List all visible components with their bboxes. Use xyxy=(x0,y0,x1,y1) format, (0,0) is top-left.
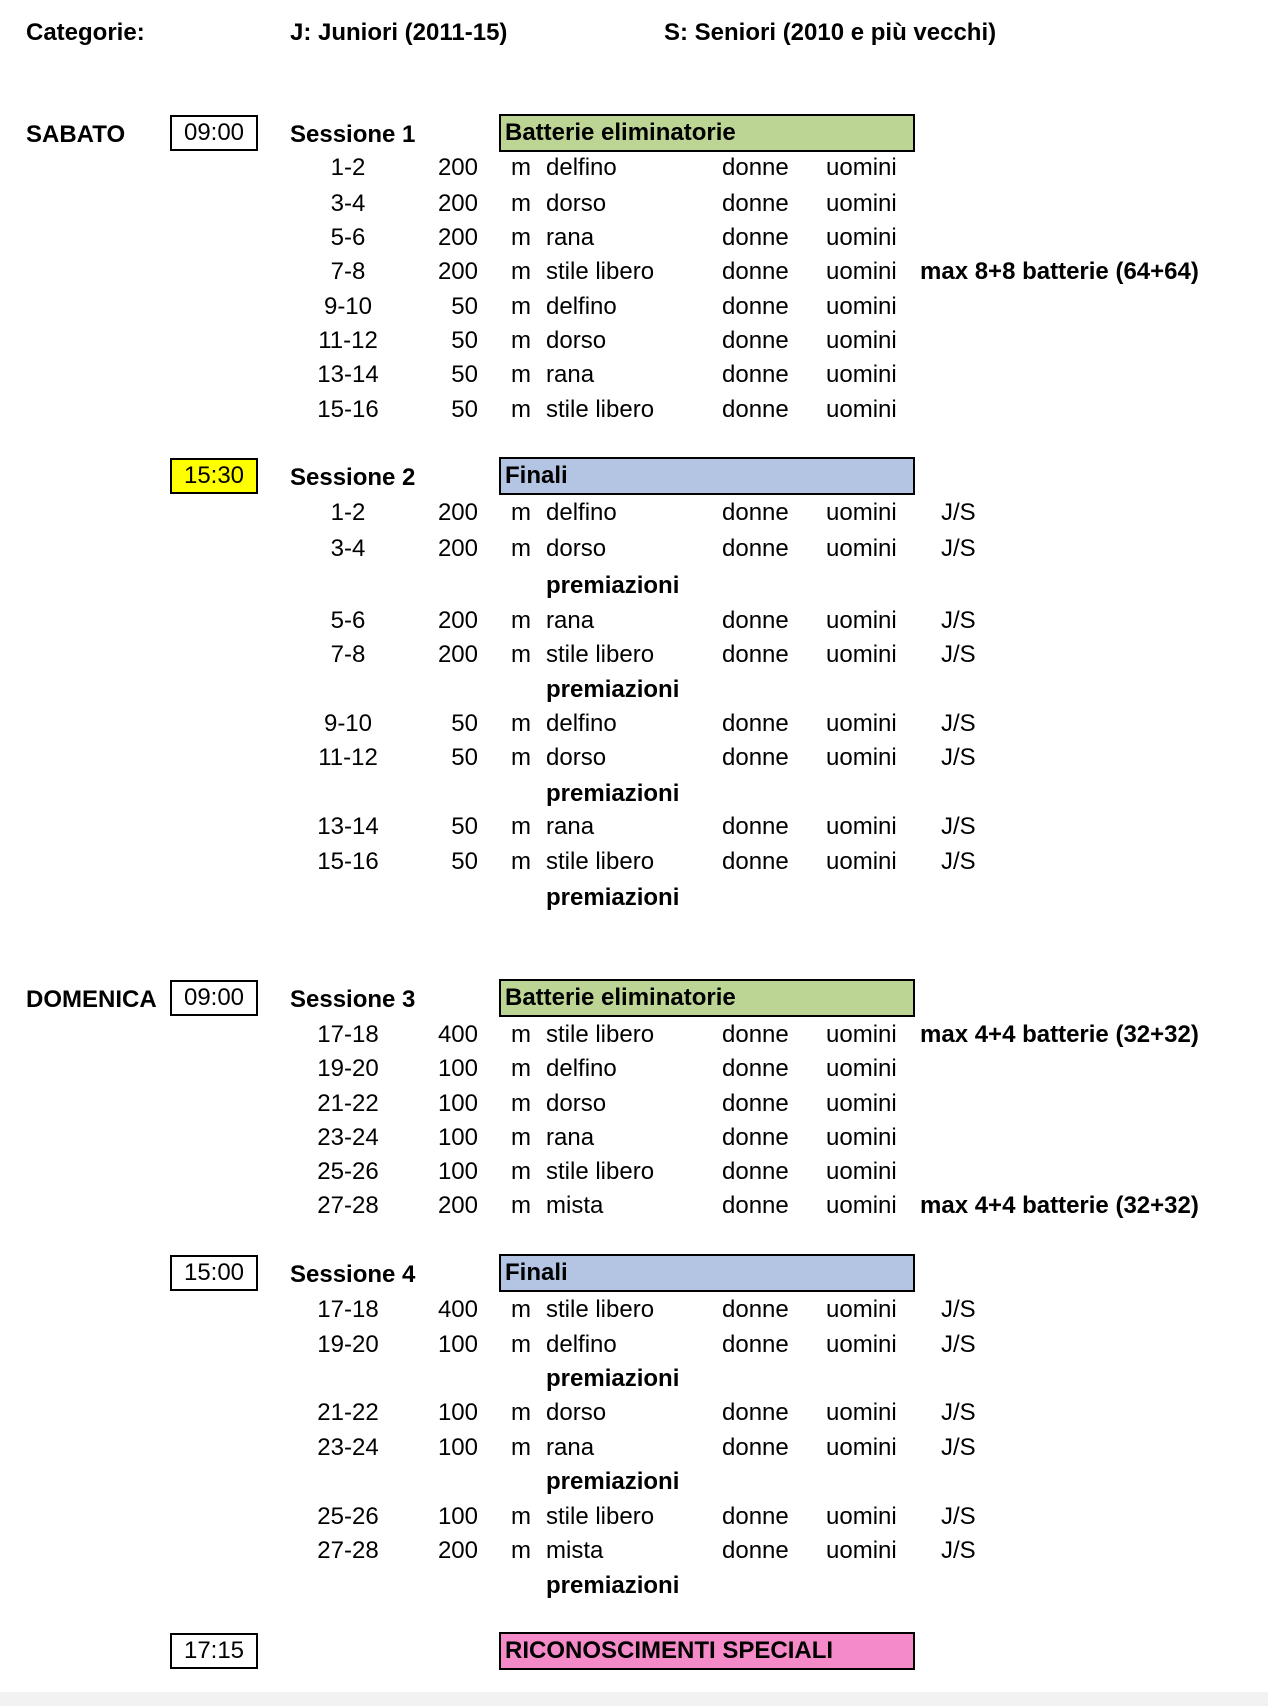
event-distance: 50 xyxy=(451,848,478,875)
event-men: uomini xyxy=(826,710,897,737)
event-category: J/S xyxy=(941,1537,976,1564)
event-unit: m xyxy=(511,1537,531,1564)
event-number: 3-4 xyxy=(330,190,366,217)
event-men: uomini xyxy=(826,1192,897,1219)
event-women: donne xyxy=(722,190,789,217)
event-distance: 100 xyxy=(437,1434,478,1461)
event-men: uomini xyxy=(826,1090,897,1117)
event-stroke: stile libero xyxy=(546,396,655,423)
event-men: uomini xyxy=(826,361,897,388)
event-category: J/S xyxy=(941,1296,976,1323)
event-number: 7-8 xyxy=(330,641,366,668)
event-stroke: stile libero xyxy=(546,1021,655,1048)
awards-label: premiazioni xyxy=(546,780,680,807)
event-distance: 200 xyxy=(437,1537,478,1564)
event-stroke: dorso xyxy=(546,535,607,562)
session2-time: 15:30 xyxy=(170,458,258,494)
event-unit: m xyxy=(511,293,531,320)
event-distance: 50 xyxy=(451,361,478,388)
session1-banner: Batterie eliminatorie xyxy=(499,114,915,152)
event-men: uomini xyxy=(826,848,897,875)
event-stroke: rana xyxy=(546,361,595,388)
event-distance: 200 xyxy=(437,535,478,562)
event-number: 23-24 xyxy=(317,1124,379,1151)
event-category: J/S xyxy=(941,535,976,562)
event-unit: m xyxy=(511,535,531,562)
day-saturday: SABATO xyxy=(26,121,126,148)
event-number: 25-26 xyxy=(317,1158,379,1185)
special-banner: RICONOSCIMENTI SPECIALI xyxy=(499,1632,915,1670)
event-stroke: dorso xyxy=(546,1399,607,1426)
event-men: uomini xyxy=(826,1503,897,1530)
event-women: donne xyxy=(722,1331,789,1358)
event-women: donne xyxy=(722,154,789,181)
event-number: 9-10 xyxy=(323,710,373,737)
event-category: J/S xyxy=(941,499,976,526)
day-sunday: DOMENICA xyxy=(26,986,157,1013)
event-men: uomini xyxy=(826,258,897,285)
event-stroke: stile libero xyxy=(546,1503,655,1530)
event-stroke: dorso xyxy=(546,190,607,217)
awards-label: premiazioni xyxy=(546,1572,680,1599)
event-women: donne xyxy=(722,1158,789,1185)
event-stroke: delfino xyxy=(546,710,617,737)
category-juniori: J: Juniori (2011-15) xyxy=(290,19,508,46)
event-distance: 200 xyxy=(437,1192,478,1219)
event-women: donne xyxy=(722,1537,789,1564)
event-category: J/S xyxy=(941,641,976,668)
event-women: donne xyxy=(722,293,789,320)
event-women: donne xyxy=(722,1090,789,1117)
event-unit: m xyxy=(511,1192,531,1219)
event-number: 7-8 xyxy=(330,258,366,285)
event-note: max 8+8 batterie (64+64) xyxy=(920,258,1199,285)
category-seniori: S: Seniori (2010 e più vecchi) xyxy=(664,19,997,46)
event-women: donne xyxy=(722,1399,789,1426)
event-number: 13-14 xyxy=(317,813,379,840)
event-unit: m xyxy=(511,327,531,354)
event-stroke: delfino xyxy=(546,1055,617,1082)
event-number: 11-12 xyxy=(318,744,378,771)
event-stroke: delfino xyxy=(546,499,617,526)
awards-label: premiazioni xyxy=(546,1468,680,1495)
event-stroke: mista xyxy=(546,1192,604,1219)
event-unit: m xyxy=(511,499,531,526)
event-women: donne xyxy=(722,1124,789,1151)
event-note: max 4+4 batterie (32+32) xyxy=(920,1192,1199,1219)
event-category: J/S xyxy=(941,848,976,875)
event-number: 1-2 xyxy=(330,499,366,526)
event-stroke: rana xyxy=(546,813,595,840)
event-distance: 400 xyxy=(437,1021,478,1048)
page-bottom-band xyxy=(0,1692,1268,1706)
event-distance: 50 xyxy=(451,327,478,354)
event-number: 21-22 xyxy=(317,1399,379,1426)
event-unit: m xyxy=(511,224,531,251)
session2-title: Sessione 2 xyxy=(290,464,416,491)
event-number: 9-10 xyxy=(323,293,373,320)
event-number: 17-18 xyxy=(317,1296,379,1323)
session3-time: 09:00 xyxy=(170,980,258,1016)
event-women: donne xyxy=(722,848,789,875)
event-men: uomini xyxy=(826,396,897,423)
session4-banner: Finali xyxy=(499,1254,915,1292)
event-distance: 100 xyxy=(437,1399,478,1426)
event-men: uomini xyxy=(826,293,897,320)
session3-title: Sessione 3 xyxy=(290,986,416,1013)
event-number: 5-6 xyxy=(330,607,366,634)
event-men: uomini xyxy=(826,1158,897,1185)
event-distance: 100 xyxy=(437,1158,478,1185)
event-unit: m xyxy=(511,1331,531,1358)
categories-label: Categorie: xyxy=(26,19,145,46)
event-unit: m xyxy=(511,1021,531,1048)
special-time: 17:15 xyxy=(170,1633,258,1669)
event-distance: 100 xyxy=(437,1090,478,1117)
event-number: 19-20 xyxy=(317,1331,379,1358)
event-women: donne xyxy=(722,1055,789,1082)
event-unit: m xyxy=(511,641,531,668)
event-unit: m xyxy=(511,710,531,737)
event-number: 13-14 xyxy=(317,361,379,388)
event-men: uomini xyxy=(826,744,897,771)
session2-banner: Finali xyxy=(499,457,915,495)
awards-label: premiazioni xyxy=(546,884,680,911)
event-number: 27-28 xyxy=(317,1537,379,1564)
event-distance: 200 xyxy=(437,499,478,526)
event-number: 27-28 xyxy=(317,1192,379,1219)
event-distance: 50 xyxy=(451,710,478,737)
event-stroke: delfino xyxy=(546,293,617,320)
event-distance: 200 xyxy=(437,258,478,285)
event-women: donne xyxy=(722,1503,789,1530)
event-unit: m xyxy=(511,1296,531,1323)
event-unit: m xyxy=(511,361,531,388)
event-number: 1-2 xyxy=(330,154,366,181)
event-distance: 50 xyxy=(451,396,478,423)
event-women: donne xyxy=(722,744,789,771)
event-men: uomini xyxy=(826,641,897,668)
event-unit: m xyxy=(511,607,531,634)
event-number: 23-24 xyxy=(317,1434,379,1461)
awards-label: premiazioni xyxy=(546,676,680,703)
event-women: donne xyxy=(722,813,789,840)
event-unit: m xyxy=(511,396,531,423)
event-women: donne xyxy=(722,535,789,562)
event-women: donne xyxy=(722,1296,789,1323)
event-stroke: stile libero xyxy=(546,1296,655,1323)
event-men: uomini xyxy=(826,499,897,526)
event-unit: m xyxy=(511,1399,531,1426)
event-number: 15-16 xyxy=(317,848,379,875)
event-stroke: delfino xyxy=(546,154,617,181)
event-stroke: dorso xyxy=(546,327,607,354)
event-stroke: dorso xyxy=(546,1090,607,1117)
event-women: donne xyxy=(722,710,789,737)
session4-title: Sessione 4 xyxy=(290,1261,416,1288)
event-distance: 200 xyxy=(437,641,478,668)
event-unit: m xyxy=(511,154,531,181)
event-women: donne xyxy=(722,607,789,634)
event-stroke: rana xyxy=(546,1124,595,1151)
event-number: 5-6 xyxy=(330,224,366,251)
event-category: J/S xyxy=(941,1331,976,1358)
event-men: uomini xyxy=(826,1331,897,1358)
event-women: donne xyxy=(722,361,789,388)
event-number: 17-18 xyxy=(317,1021,379,1048)
event-number: 11-12 xyxy=(318,327,378,354)
event-stroke: stile libero xyxy=(546,848,655,875)
event-women: donne xyxy=(722,327,789,354)
event-women: donne xyxy=(722,641,789,668)
event-women: donne xyxy=(722,1434,789,1461)
event-stroke: stile libero xyxy=(546,258,655,285)
event-number: 3-4 xyxy=(330,535,366,562)
event-category: J/S xyxy=(941,813,976,840)
event-stroke: stile libero xyxy=(546,641,655,668)
event-note: max 4+4 batterie (32+32) xyxy=(920,1021,1199,1048)
event-stroke: mista xyxy=(546,1537,604,1564)
awards-label: premiazioni xyxy=(546,572,680,599)
event-category: J/S xyxy=(941,1503,976,1530)
event-unit: m xyxy=(511,1503,531,1530)
event-unit: m xyxy=(511,744,531,771)
event-unit: m xyxy=(511,258,531,285)
event-men: uomini xyxy=(826,1296,897,1323)
event-category: J/S xyxy=(941,607,976,634)
event-unit: m xyxy=(511,1090,531,1117)
event-stroke: rana xyxy=(546,1434,595,1461)
event-unit: m xyxy=(511,1434,531,1461)
event-stroke: rana xyxy=(546,607,595,634)
event-men: uomini xyxy=(826,1434,897,1461)
event-category: J/S xyxy=(941,1399,976,1426)
event-number: 19-20 xyxy=(317,1055,379,1082)
event-men: uomini xyxy=(826,1124,897,1151)
event-stroke: dorso xyxy=(546,744,607,771)
event-women: donne xyxy=(722,258,789,285)
event-number: 21-22 xyxy=(317,1090,379,1117)
event-unit: m xyxy=(511,813,531,840)
event-distance: 200 xyxy=(437,607,478,634)
event-men: uomini xyxy=(826,1537,897,1564)
event-men: uomini xyxy=(826,1399,897,1426)
event-distance: 50 xyxy=(451,744,478,771)
event-men: uomini xyxy=(826,813,897,840)
session1-time: 09:00 xyxy=(170,115,258,151)
event-distance: 100 xyxy=(437,1124,478,1151)
event-stroke: stile libero xyxy=(546,1158,655,1185)
event-unit: m xyxy=(511,1124,531,1151)
session3-banner: Batterie eliminatorie xyxy=(499,979,915,1017)
event-distance: 50 xyxy=(451,293,478,320)
event-number: 15-16 xyxy=(317,396,379,423)
event-unit: m xyxy=(511,848,531,875)
event-men: uomini xyxy=(826,327,897,354)
event-women: donne xyxy=(722,1021,789,1048)
event-distance: 100 xyxy=(437,1503,478,1530)
event-stroke: rana xyxy=(546,224,595,251)
event-stroke: delfino xyxy=(546,1331,617,1358)
event-women: donne xyxy=(722,499,789,526)
event-distance: 100 xyxy=(437,1055,478,1082)
event-distance: 100 xyxy=(437,1331,478,1358)
event-distance: 200 xyxy=(437,224,478,251)
event-unit: m xyxy=(511,1158,531,1185)
session4-time: 15:00 xyxy=(170,1255,258,1291)
event-women: donne xyxy=(722,396,789,423)
event-distance: 200 xyxy=(437,154,478,181)
event-men: uomini xyxy=(826,224,897,251)
awards-label: premiazioni xyxy=(546,1365,680,1392)
event-men: uomini xyxy=(826,607,897,634)
event-number: 25-26 xyxy=(317,1503,379,1530)
event-men: uomini xyxy=(826,190,897,217)
event-category: J/S xyxy=(941,1434,976,1461)
event-unit: m xyxy=(511,1055,531,1082)
session1-title: Sessione 1 xyxy=(290,121,416,148)
event-men: uomini xyxy=(826,154,897,181)
event-unit: m xyxy=(511,190,531,217)
event-women: donne xyxy=(722,224,789,251)
event-men: uomini xyxy=(826,535,897,562)
event-women: donne xyxy=(722,1192,789,1219)
event-category: J/S xyxy=(941,710,976,737)
event-category: J/S xyxy=(941,744,976,771)
event-distance: 50 xyxy=(451,813,478,840)
event-men: uomini xyxy=(826,1021,897,1048)
event-distance: 200 xyxy=(437,190,478,217)
event-men: uomini xyxy=(826,1055,897,1082)
event-distance: 400 xyxy=(437,1296,478,1323)
